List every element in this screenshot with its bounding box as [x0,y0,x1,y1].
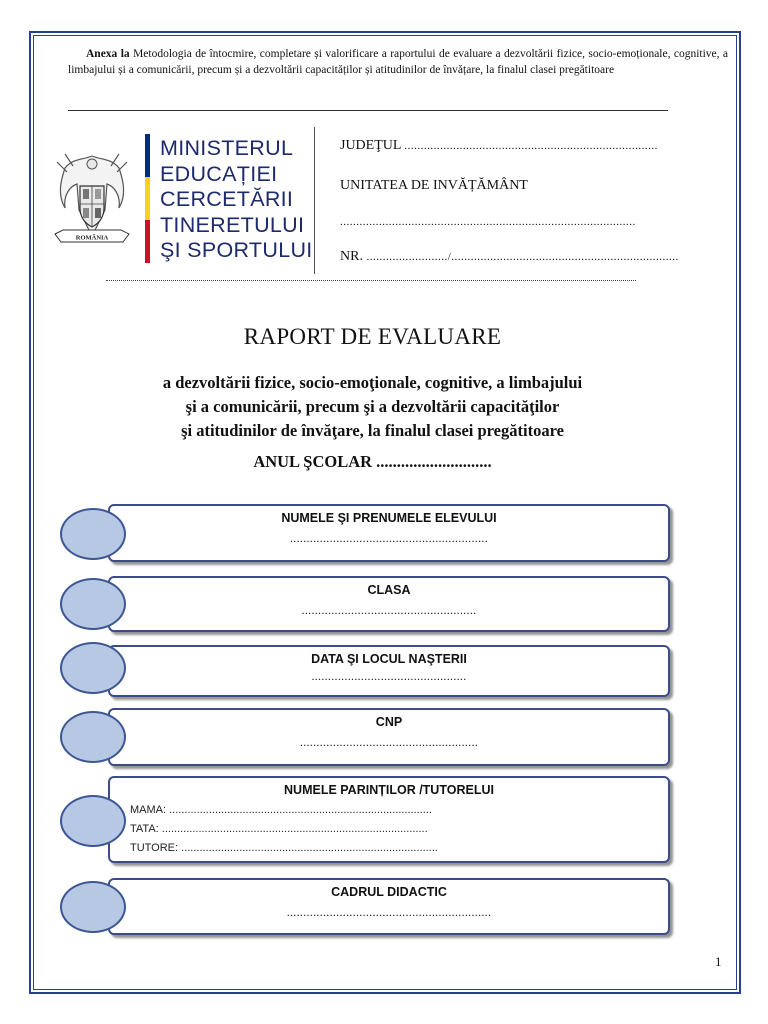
oval-marker [60,881,126,933]
class-box [108,576,670,632]
teacher-box [108,878,670,935]
box-dots: ..................................................... [301,603,477,617]
father-line: TATA: ....................................................................................... [130,823,428,835]
box-title: NUMELE PARINȚILOR /TUTORELUI [284,783,494,797]
box-title: CNP [375,715,403,729]
header-separator [106,280,636,281]
box-dots: .............................................................. [286,905,492,919]
tricolor-yellow [145,177,150,220]
cnp-box [108,708,670,766]
oval-marker [60,578,126,630]
box-dots: ............................................... [311,669,467,683]
tricolor-blue [145,134,150,177]
nr-dots: ........................./...................................................................... [366,251,679,263]
emblem-banner: ROMÂNIA [75,234,109,242]
parents-box [108,776,670,863]
annex-text: Metodologia de întocmire, completare și valorificare a raportului de evaluare a dezvoltării fizice, socio-emoționale, cognitive, a limbajului și a comunicării, precum și a dezvoltării capacităților și atitudinilor de învățare, la finalul clasei pregătitoare [68,48,729,76]
county-field [340,138,658,154]
county-label: JUDEŢUL [340,138,401,153]
box-dots: ............................................................ [290,531,488,545]
oval-marker [60,795,126,847]
header-divider [314,127,315,274]
ministry-line: CERCETĂRII [160,187,294,211]
page-title: RAPORT DE EVALUARE [243,324,502,349]
coat-of-arms-icon [53,150,131,250]
ministry-line: EDUCAȚIEI [160,161,278,186]
box-title: CLASA [367,583,411,597]
subtitle-line: şi atitudinilor de învăţare, la finalul clasei pregătitoare [181,421,564,440]
school-year: ANUL ŞCOLAR ............................ [253,452,492,471]
oval-marker [60,508,126,560]
box-title: CADRUL DIDACTIC [331,885,447,899]
tutor-line: TUTORE: .................................................................................... [130,842,438,854]
box-dots: ...................................................... [299,735,479,749]
box-title: DATA ŞI LOCUL NAŞTERII [311,652,467,666]
ministry-line: TINERETULUI [160,212,305,237]
unit-dots: ........................................................................................... [340,216,636,228]
mother-line: MAMA: ...................................................................................... [130,804,432,816]
tricolor-red [145,220,150,263]
annex-note [68,47,728,78]
oval-marker [60,711,126,763]
subtitle-line: şi a comunicării, precum şi a dezvoltării capacităţilor [185,397,560,416]
student-name-box [108,504,670,562]
birth-box [108,645,670,697]
oval-marker [60,642,126,694]
unit-field [340,214,636,230]
annex-divider [68,110,668,111]
county-dots: .............................................................................. [404,140,658,152]
subtitle-line: a dezvoltării fizice, socio-emoţionale, cognitive, a limbajului [162,373,583,392]
unit-label: UNITATEA DE INVĂȚĂMÂNT [340,178,528,193]
page-number: 1 [715,954,722,969]
nr-label: NR. [340,249,363,264]
annex-label: Anexa la [86,48,130,60]
ministry-line: ŞI SPORTULUI [160,238,313,262]
nr-field [340,249,679,265]
ministry-name [160,136,313,264]
tricolor-bar [145,134,150,263]
page-subtitle [100,371,645,443]
box-title: NUMELE ŞI PRENUMELE ELEVULUI [281,511,497,525]
ministry-line: MINISTERUL [160,136,294,160]
